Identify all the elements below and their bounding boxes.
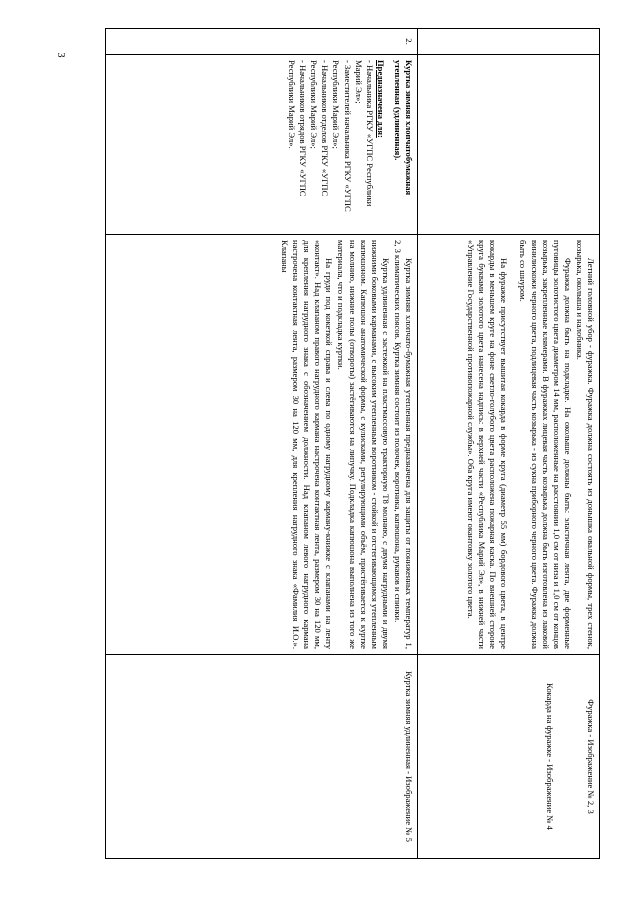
description-paragraph: На фуражке присутствует вышитая кокарда в форме круга (диаметр 55 мм) бордового цвета, в центре кокарды в меньшем круге на фоне светло-голубого цвета расположена пожарная каска. По внешней стороне круга буквами золотого цвета нанесена надпись: в верхней части «Республика Марий Эл», в нижней части «Управление Государственной противопожарной службы». Оба круга имеют окантовку золотого цвета. — [466, 240, 510, 649]
item-description-cell — [418, 235, 600, 655]
item-title: Куртка зимняя хлопчатобумажная утепленная (удлиненная). — [392, 60, 414, 196]
rotated-page-content — [110, 28, 600, 858]
purpose-label: Предназначена для: — [375, 60, 386, 138]
image-reference-cell — [418, 655, 600, 859]
row-number-cell — [418, 29, 600, 55]
image-reference: Куртка зимняя удлиненная - Изображение № 5 — [404, 671, 414, 842]
purpose-line: - Начальника РГКУ «УГПС Республики Марий Эл»; — [353, 60, 375, 207]
description-paragraph: Летний головной убор - фуражка. Фуражка должна состоять из донышка овальной формы, трех стенок, козырька, околыша и налобника. — [574, 240, 596, 649]
image-reference: Фуражка - Изображение № 2, 3 — [586, 699, 596, 814]
purpose-line: - Начальников отделов РГКУ «УГПС Республики Марий Эл»; — [309, 60, 331, 197]
description-paragraph: Куртка удлиненная с застежкой на пластмассовую тракторную Т8 молнию, с двумя нагрудными и двумя нижними боковыми карманами, с высоким утепленным воротником - стойкой и отстегивающимся утепленным капюшоном. Капюшон анатомической формы, с кулисками, регулирующими объём, пристёгивается к куртке на молнию, нижние полы (отвороты) застёгиваются на липучку. Подкладка капюшона выполнена из того же материала, что и подкладка куртки. — [336, 240, 391, 649]
uniform-specification-table — [105, 28, 600, 859]
purpose-line: - Начальников отрядов РГКУ «УГПС Республики Марий Эл». — [287, 60, 309, 197]
image-reference-cell — [106, 655, 418, 859]
description-paragraph: Куртка зимняя хлопчато-бумажная утепленная предназначена для защиты от пониженных температур 1, 2, 3 климатических поясов. Куртка зимняя состоит из полочек, воротника, капюшона, рукавов и спинки. — [392, 240, 414, 649]
item-name-cell — [106, 55, 418, 235]
purpose-line: - Заместителей начальника РГКУ «УГПС Республики Марий Эл»; — [331, 60, 353, 212]
description-paragraph: На груди под кокеткой справа и слева по одному нагрудному карману-книжке с клапанами на ленту «контакт». Над клапаном правого нагрудного кармана настрочена контактная лента, размером 30 на 120 мм, для крепления нагрудного знака с обозначением должности. Над клапаном левого нагрудного кармана настрочена контактная лента, размером 30 на 120 мм, для крепления нагрудного знака «Фамилия И.О.». Клапаны — [279, 240, 335, 649]
page-number: 3 — [55, 52, 66, 58]
table-row — [106, 29, 418, 859]
table-row — [418, 29, 600, 859]
item-description-cell — [106, 235, 418, 655]
item-name-cell — [418, 55, 600, 235]
image-reference: Кокарда на фуражке - Изображение № 4 — [544, 683, 555, 830]
row-number-cell: 2. — [106, 29, 418, 55]
description-paragraph: Фуражка должна быть на подкладке. На околыше должны быть: эластичная лента, две форменные пуговицы золотистого цвета диаметром 14 мм, расположенные на расстоянии 1,0 см от низа и 1,0 см от концов козырька, закрепленные клямерами. В фуражках лицевая часть козырька должна быть изготовлена из лаковой винилискожи черного цвета, подлицевая часть козырька - из сукна приборного черного цвета. Фуражка должна быть со шнуром. — [518, 240, 573, 649]
